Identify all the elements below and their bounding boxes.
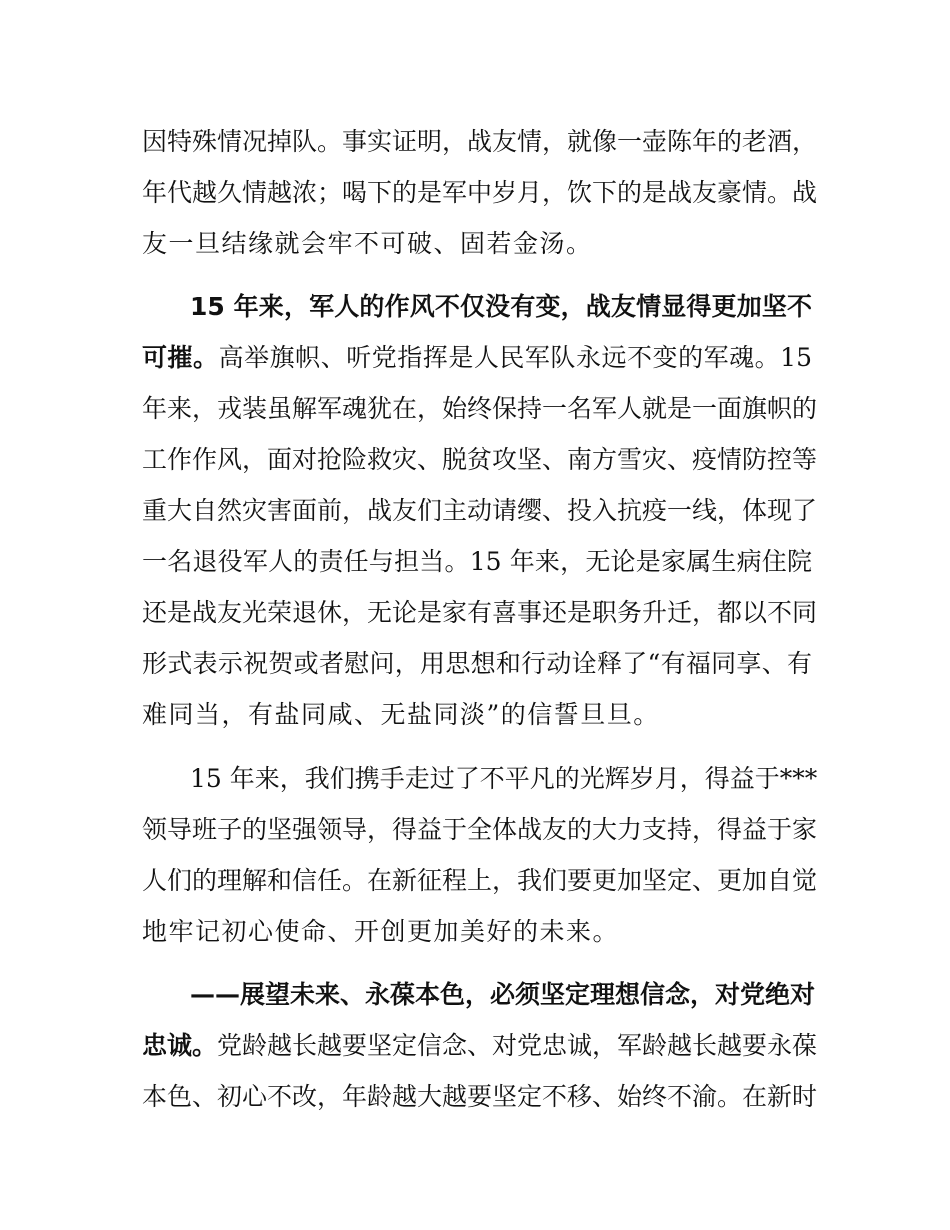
paragraph-1-line-2: 年代越久情越浓；喝下的是军中岁月，饮下的是战友豪情。战 — [142, 178, 818, 207]
paragraph-2-line-4: 工作作风，面对抢险救灾、脱贫攻坚、南方雪灾、疫情防控等 — [142, 445, 818, 474]
paragraph-2-line-5: 重大自然灾害面前，战友们主动请缨、投入抗疫一线，体现了 — [142, 496, 818, 525]
paragraph-2-line-9: 难同当，有盐同咸、无盐同淡”的信誓旦旦。 — [142, 700, 660, 729]
paragraph-2-line-7: 还是战友光荣退休，无论是家有喜事还是职务升迁，都以不同 — [142, 598, 818, 627]
paragraph-3-line-3: 人们的理解和信任。在新征程上，我们要更加坚定、更加自觉 — [142, 866, 818, 895]
paragraph-2-line-2 — [142, 343, 812, 373]
paragraph-3-line-1: 15 年来，我们携手走过了不平凡的光辉岁月，得益于*** — [190, 764, 818, 793]
paragraph-2-bold-lead-1: 15 年来，军人的作风不仅没有变，战友情显得更加坚不 — [190, 292, 812, 321]
paragraph-2-bold-lead-2: 可摧。 — [142, 343, 219, 372]
paragraph-1-line-1: 因特殊情况掉队。事实证明，战友情，就像一壶陈年的老酒， — [142, 127, 818, 156]
paragraph-4-line-2-rest: 党龄越长越要坚定信念、对党忠诚，军龄越长越要永葆 — [217, 1031, 818, 1060]
paragraph-2-line-8: 形式表示祝贺或者慰问，用思想和行动诠释了“有福同享、有 — [142, 649, 812, 678]
paragraph-3-line-2: 领导班子的坚强领导，得益于全体战友的大力支持，得益于家 — [142, 815, 818, 844]
paragraph-4-bold-lead-2: 忠诚。 — [142, 1031, 218, 1060]
paragraph-2-line-6: 一名退役军人的责任与担当。15 年来，无论是家属生病住院 — [142, 547, 812, 576]
paragraph-2-line-2-rest: 高举旗帜、听党指挥是人民军队永远不变的军魂。15 — [218, 343, 812, 372]
paragraph-2-line-3: 年来，戎装虽解军魂犹在，始终保持一名军人就是一面旗帜的 — [142, 394, 818, 423]
paragraph-4-bold-lead-1: ——展望未来、永葆本色，必须坚定理想信念，对党绝对 — [190, 980, 816, 1009]
paragraph-3-line-4: 地牢记初心使命、开创更加美好的未来。 — [142, 917, 620, 946]
paragraph-4-line-3: 本色、初心不改，年龄越大越要坚定不移、始终不渝。在新时 — [142, 1082, 818, 1111]
paragraph-1-line-3: 友一旦结缘就会牢不可破、固若金汤。 — [142, 229, 593, 258]
paragraph-4-line-2 — [142, 1031, 818, 1061]
